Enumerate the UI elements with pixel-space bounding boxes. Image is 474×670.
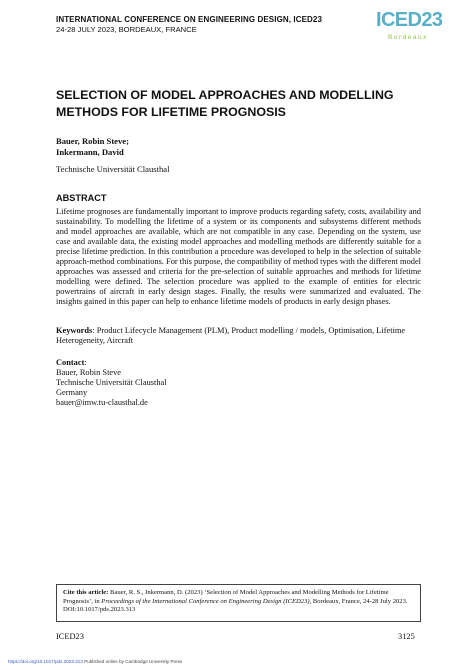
- citation-box: [56, 584, 421, 622]
- logo-main-text: ICED23: [376, 9, 443, 31]
- conference-dates: 24-28 JULY 2023, BORDEAUX, FRANCE: [56, 25, 197, 34]
- published-note: Published online by Cambridge University Press: [82, 659, 183, 664]
- keywords-text: : Product Lifecycle Management (PLM), Product modelling / models, Optimisation, Lifetime Heterogeneity, Aircraft: [56, 326, 406, 345]
- contact-heading-label: Contact: [56, 358, 85, 367]
- author-line: Inkermann, David: [56, 146, 124, 157]
- citation-proceedings: Proceedings of the International Conference on Engineering Design (ICED23): [101, 597, 310, 605]
- contact-line: Technische Universität Clausthal: [56, 378, 167, 387]
- abstract-text: Lifetime prognoses are fundamentally important to improve products regarding safety, costs, availability and sustainability. To modelling the lifetime of a system or its components and subsystems different methods and model approaches are available, which are not compatible in any case. Depending on the system, use case and available data, the existing model approaches and modelling methods are differently suitable for a precise lifetime prediction. In this contribution a procedure was developed to help in the selection of suitable approach-method combinations. For this purpose, the compatibility of method types with the different model approaches was assessed and criteria for the pre-selection of suitable approaches and methods for lifetime modelling were defined. The selection procedure was applied to the example of entities for electric powertrains of aircraft in early design stages. Finally, the results were summarized and evaluated. The insights gained in this paper can help to enhance lifetime models of products in early design phases.: [56, 207, 421, 306]
- authors: [56, 136, 129, 157]
- author-line: Bauer, Robin Steve;: [56, 136, 129, 146]
- page-number: 3125: [398, 632, 415, 641]
- logo-sub-text: Bordeaux: [388, 34, 428, 41]
- footer-conference: ICED23: [56, 632, 84, 641]
- contact-line: Germany: [56, 388, 88, 397]
- paper-title: [56, 87, 416, 120]
- doi-link[interactable]: https://doi.org/10.1017/pds.2023.313: [8, 659, 83, 664]
- doi-footer: [8, 659, 182, 664]
- keywords-label: Keywords: [56, 326, 93, 335]
- title-line: METHODS FOR LIFETIME PROGNOSIS: [56, 104, 286, 119]
- affiliation: Technische Universität Clausthal: [56, 164, 170, 174]
- iced-logo: [376, 10, 448, 46]
- conference-name: INTERNATIONAL CONFERENCE ON ENGINEERING DESIGN, ICED23: [56, 15, 323, 24]
- contact-heading-colon: :: [84, 358, 87, 367]
- contact-block: [56, 368, 167, 408]
- citation-text-end: , Bordeaux, France, 24-28 July 2023. DOI:10.1017/pds.2023.313: [63, 597, 408, 614]
- citation-label: Cite this article:: [63, 589, 109, 596]
- citation-text: Bauer, R. S., Inkermann, D. (2023) ‘Selection of Model Approaches and Modelling Methods for Lifetime Prognosis’, in: [63, 589, 389, 605]
- keywords: [56, 326, 421, 346]
- contact-email[interactable]: bauer@imw.tu-clausthal.de: [56, 398, 148, 407]
- contact-heading: [56, 358, 87, 367]
- abstract-heading: ABSTRACT: [56, 193, 107, 203]
- title-line: SELECTION OF MODEL APPROACHES AND MODELLING: [56, 88, 394, 102]
- contact-line: Bauer, Robin Steve: [56, 368, 122, 377]
